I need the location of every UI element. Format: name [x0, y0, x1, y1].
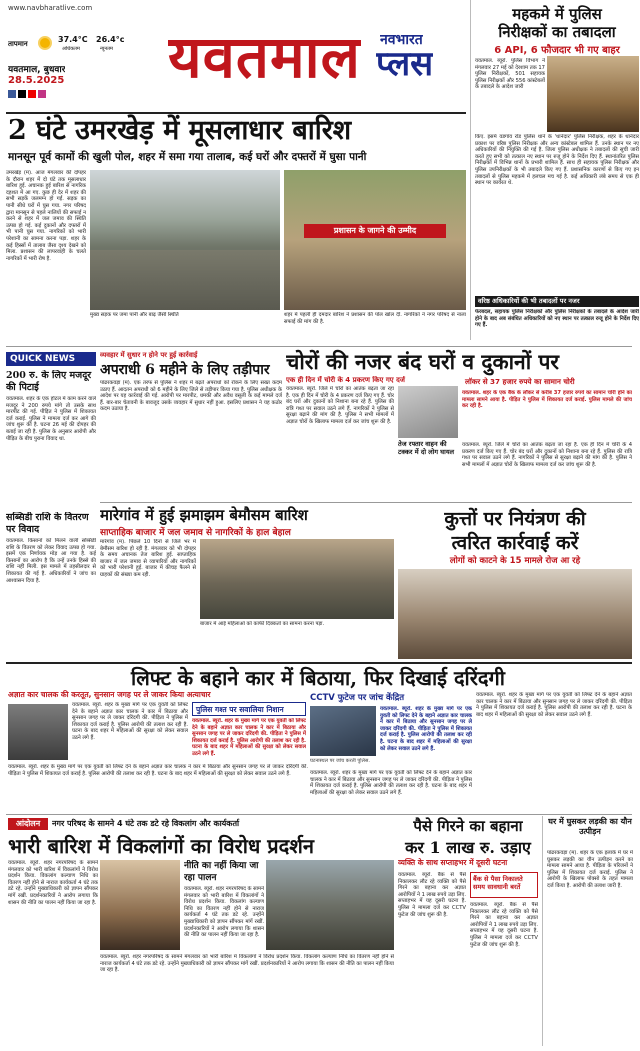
fraud-box: बैंक से पैसा निकालते समय सावधानी बरतें — [470, 872, 538, 898]
harass-body: पांढरकवड़ा (म). शहर के एक इलाके में घर में घुसकर लड़की का यौन उत्पीड़न करने का मामला सामने आया है. पीड़िता के परिजनों ने पुलिस में शिकायत दर्ज कराई. पुलिस ने आरोपी के खिलाफ पोक्सो के तहत मामला दर्ज किया है. आरोपी की तलाश जारी है. — [547, 850, 633, 889]
masthead-title: यवतमाल — [168, 23, 361, 91]
fraud-headline-1: पैसे गिरने का बहाना — [413, 817, 523, 835]
temp-label: तापमान — [8, 40, 28, 48]
protest-kicker: नगर परिषद के सामने 4 घंटे तक डटे रहे विकलांग और कार्यकर्ता — [52, 819, 240, 828]
crime-body: पांढरकवड़ा (म). एक तरफ से पुलिस ने शहर में बढ़ते अपराधों को रोकने के लिए सख्त कदम उठाए हैं. आदतन अपराधी को 6 महीने के लिए जिले से तड़ीपार किया गया है. पुलिस अधीक्षक के आदेश पर यह कार्रवाई की गई. आरोपी पर मारपीट, धमकी और अवैध वसूली के कई मामले दर्ज हैं. बार-बार चेतावनी के बावजूद उसके व्यवहार में सुधार नहीं हुआ. इसलिए प्रशासन ने यह कठोर कदम उठाया है. — [100, 380, 282, 413]
dogs-headline-2: त्वरित कार्रवाई करें — [451, 532, 579, 554]
top-right-body1: यवतमाल. ब्यूरो. पुलिस विभाग ने मंगलवार 27 मई को देरशाम तक 17 पुलिस निरीक्षकों, 501 सहायक पुलिस निरीक्षकों और 556 कांस्टेबलों के तबादले के आदेश जारी — [475, 58, 545, 91]
protest-quote: नीति का नहीं किया जा रहा पालन — [184, 861, 259, 883]
theft-box-body: यवतमाल. शहर के एक बैंक के लॉकर से करीब 37 हजार रुपये का सामान चोरी होने का मामला सामने आया है. पीड़ित ने पुलिस में शिकायत दर्ज कराई. पुलिस मामले की जांच कर रही है. — [462, 390, 632, 410]
police-officer-photo — [547, 56, 639, 132]
theft-photo — [398, 386, 458, 438]
temp-min: 26.4°c — [96, 35, 125, 44]
rain2-subhead: साप्ताहिक बाजार में जल जमाव से नागरिकों के हाल बेहाल — [100, 528, 291, 538]
instagram-icon[interactable] — [38, 90, 46, 98]
section-rule-2 — [100, 502, 632, 503]
brand-top: नवभारत — [380, 32, 423, 48]
sun-icon — [38, 36, 52, 50]
theft-sub2: तेज रफ्तार वाहन की टक्कर में दो लोग घायल — [398, 440, 454, 456]
quick-news — [6, 352, 96, 662]
dogs-headline-1: कुत्तों पर नियंत्रण की — [444, 508, 586, 530]
temp-max: 37.4°C — [58, 35, 88, 44]
lead-photo-caption-right: शहर में पहली ही दमदार बारिश ने प्रशासन की पोल खोल दी. नागरिकों ने नगर परिषद से नाला सफाई की मांग की है. — [284, 312, 466, 325]
rain2-body: मारेगांव (म). पिछले 10 दिनों से जिले भर में बेमौसम बारिश हो रही है. मंगलवार को भी दोपहर के समय अचानक तेज बारिश हुई. साप्ताहिक बाजार में जल जमाव से व्यापारियों और नागरिकों को भारी परेशानी हुई. बाजार में कीचड़ फैलने से ग्राहकों की संख्या कम रही. — [100, 539, 196, 578]
weather-box — [8, 34, 168, 56]
theft-box-headline: लॉकर से 37 हजार रुपये का सामान चोरी — [462, 376, 632, 388]
lift-body-col2: यवतमाल. ब्यूरो. शहर के मुख्य मार्ग पर एक युवती को लिफ्ट देने के बहाने अज्ञात कार चालक ने कार में बिठाया और सुनसान जगह पर ले जाकर दरिंदगी की. पीड़िता ने पुलिस में शिकायत दर्ज कराई है. पुलिस आरोपी की तलाश कर रही है. घटना के बाद शहर में महिलाओं की सुरक्षा को लेकर सवाल उठने लगे हैं. — [476, 692, 632, 718]
lift-box-body: यवतमाल. ब्यूरो. शहर के मुख्य मार्ग पर एक युवती को लिफ्ट देने के बहाने अज्ञात कार चालक ने कार में बिठाया और सुनसान जगह पर ले जाकर दरिंदगी की. पीड़िता ने पुलिस में शिकायत दर्ज कराई है. पुलिस आरोपी की तलाश कर रही है. घटना के बाद शहर में महिलाओं की सुरक्षा को लेकर सवाल उठने लगे हैं. — [192, 718, 306, 757]
social-icons — [8, 90, 68, 100]
crime-headline: अपराधी 6 महीने के लिए तड़ीपार — [100, 362, 270, 378]
crime-story — [100, 350, 282, 500]
lift-body-col3: यवतमाल. ब्यूरो. शहर के मुख्य मार्ग पर एक युवती को लिफ्ट देने के बहाने अज्ञात कार चालक ने कार में बिठाया और सुनसान जगह पर ले जाकर दरिंदगी की. पीड़िता ने पुलिस में शिकायत दर्ज कराई है. पुलिस आरोपी की तलाश कर रही है. घटना के बाद शहर में महिलाओं की सुरक्षा को लेकर सवाल उठने लगे हैं. — [8, 764, 308, 777]
lift-body-col4: यवतमाल. ब्यूरो. शहर के मुख्य मार्ग पर एक युवती को लिफ्ट देने के बहाने अज्ञात कार चालक ने कार में बिठाया और सुनसान जगह पर ले जाकर दरिंदगी की. पीड़िता ने पुलिस में शिकायत दर्ज कराई है. पुलिस आरोपी की तलाश कर रही है. घटना के बाद शहर में महिलाओं की सुरक्षा को लेकर सवाल उठने लगे हैं. — [310, 770, 472, 796]
cctv-body: यवतमाल. ब्यूरो. शहर के मुख्य मार्ग पर एक युवती को लिफ्ट देने के बहाने अज्ञात कार चालक ने कार में बिठाया और सुनसान जगह पर ले जाकर दरिंदगी की. पीड़िता ने पुलिस में शिकायत दर्ज कराई है. पुलिस आरोपी की तलाश कर रही है. घटना के बाद शहर में महिलाओं की सुरक्षा को लेकर सवाल उठने लगे हैं. — [380, 706, 472, 752]
protest-tag: आंदोलन — [8, 818, 48, 830]
fraud-sub: व्यक्ति के साथ सप्ताहभर में दूसरी घटना — [398, 858, 508, 867]
site-url[interactable]: www.navbharatlive.com — [8, 4, 93, 12]
theft-body-cont: यवतमाल. ब्यूरो. जिले में चोरों का आतंक बढ़ता जा रहा है. एक ही दिन में चोरी के 4 प्रकरण दर्ज किए गए हैं. चोर बंद घरों और दुकानों को निशाना बना रहे हैं. पुलिस की रात्रि गश्त पर सवाल उठने लगे हैं. नागरिकों ने पुलिस से सुरक्षा बढ़ाने की मांग की है. पुलिस ने सभी मामलों में अज्ञात चोरों के खिलाफ मामला दर्ज कर जांच शुरू की है. — [462, 442, 632, 468]
youtube-icon[interactable] — [28, 90, 36, 98]
flood-water — [90, 250, 280, 310]
lead-photo-caption: मुख्य सड़क पर जमा पानी और बाढ़ जैसी स्थिति — [90, 312, 179, 318]
top-right-sub: 6 API, 6 फौजदार भी गए बाहर — [494, 45, 620, 56]
lift-caption: घटनास्थल पर जांच करती पुलिस. — [310, 758, 370, 764]
registration-marks — [8, 1043, 88, 1051]
section-rule-1 — [6, 346, 632, 347]
date: 28.5.2025 — [8, 75, 65, 86]
protest-body: यवतमाल. ब्यूरो. शहर नगरपरिषद के सामने मंगलवार को भारी बारिश में विकलांगों ने विरोध प्रदर्शन किया. विकलांग कल्याण निधि का वितरण नहीं होने से नाराज कार्यकर्ता 4 घंटे तक डटे रहे. उन्होंने मुख्याधिकारी को ज्ञापन सौंपकर मांगें रखीं. प्रदर्शनकारियों ने आरोप लगाया कि शासन की नीति का पालन नहीं किया जा रहा है. — [8, 860, 98, 906]
rain2-headline: मारेगांव में हुई झमाझम बेमौसम बारिश — [100, 506, 308, 524]
fraud-headline-2: कर 1 लाख रु. उड़ाए — [405, 838, 531, 857]
top-right-caption-body: फेरबदल, सहायक पुलिस निरीक्षकों और पुलिस निरीक्षकों के तबादले के आदेश जारी होने के बाद अब संबंधित अधिकारियों को नए स्थान पर तत्काल रुजू होने के निर्देश दिए गए हैं. — [475, 309, 639, 329]
flooded-street-photo — [90, 170, 280, 310]
lift-kicker: अज्ञात कार चालक की करतूत, सुनसान जगह पर ले जाकर किया अत्याचार — [8, 690, 211, 699]
temp-max-label: अधिकतम — [62, 46, 80, 52]
theft-headline: चोरों की नजर बंद घरों व दुकानों पर — [286, 349, 559, 374]
top-right-caption: वरिष्ठ अधिकारियों की भी तबादलों पर नजर — [475, 296, 639, 307]
dogs-sub: लोगों को काटने के 15 मामले रोज आ रहे — [449, 556, 581, 566]
crowd-photo — [284, 170, 466, 310]
fraud-box-body: यवतमाल. ब्यूरो. बैंक से पैसे निकालकर लौट रहे व्यक्ति को पैसे गिरने का बहाना कर अज्ञात आरोपियों ने 1 लाख रुपये उड़ा लिए. सप्ताहभर में यह दूसरी घटना है. पुलिस ने मामला दर्ज कर CCTV फुटेज की जांच शुरू की है. — [470, 902, 538, 948]
lead-headline: 2 घंटे उमरखेड़ में मूसलाधार बारिश — [8, 115, 352, 146]
theft-body: यवतमाल. ब्यूरो. जिले में चोरों का आतंक बढ़ता जा रहा है. एक ही दिन में चोरी के 4 प्रकरण दर्ज किए गए हैं. चोर बंद घरों और दुकानों को निशाना बना रहे हैं. पुलिस की रात्रि गश्त पर सवाल उठने लगे हैं. नागरिकों ने पुलिस से सुरक्षा बढ़ाने की मांग की है. पुलिस ने सभी मामलों में अज्ञात चोरों के खिलाफ मामला दर्ज कर जांच शुरू की है. — [286, 386, 394, 425]
top-right-title2: निरीक्षकों का तबादला — [498, 23, 616, 41]
quick-news-body-1: यवतमाल. शहर के एक होटल में काम करने वाले मजदूर ने 200 रुपये मांगे तो उसके साथ मारपीट की गई. पीड़ित ने पुलिस में शिकायत दर्ज कराई. पुलिस ने मामला दर्ज कर आगे की जांच शुरू की है. घटना 26 मई की दोपहर की बताई जा रही है. पुलिस के अनुसार आरोपी और पीड़ित के बीच पुराना विवाद था. — [6, 396, 96, 442]
city-day: यवतमाल, बुधवार — [8, 65, 66, 75]
fraud-body: यवतमाल. ब्यूरो. बैंक से पैसे निकालकर लौट रहे व्यक्ति को पैसे गिरने का बहाना कर अज्ञात आरोपियों ने 1 लाख रुपये उड़ा लिए. सप्ताहभर में यह दूसरी घटना है. पुलिस ने मामला दर्ज कर CCTV फुटेज की जांच शुरू की है. — [398, 872, 466, 918]
protest-crowd-photo — [266, 860, 394, 950]
rain2-story — [100, 505, 394, 657]
harass-story — [542, 816, 634, 1046]
lift-headline: लिफ्ट के बहाने कार में बिठाया, फिर दिखाई दरिंदगी — [131, 666, 505, 690]
lift-box: पुलिस गश्त पर सवालिया निशान — [192, 702, 306, 716]
protest-body-col2: यवतमाल. ब्यूरो. शहर नगरपरिषद के सामने मंगलवार को भारी बारिश में विकलांगों ने विरोध प्रदर्शन किया. विकलांग कल्याण निधि का वितरण नहीं होने से नाराज कार्यकर्ता 4 घंटे तक डटे रहे. उन्होंने मुख्याधिकारी को ज्ञापन सौंपकर मांगें रखीं. प्रदर्शनकारियों ने आरोप लगाया कि शासन की नीति का पालन नहीं किया जा रहा है. — [100, 954, 394, 974]
quick-news-title-2: सब्सिडी राशि के वितरण पर विवाद — [6, 512, 89, 535]
harass-headline: घर में घुसकर लड़की का यौन उत्पीड़न — [548, 816, 632, 836]
quick-news-label: QUICK NEWS — [6, 352, 96, 366]
facebook-icon[interactable] — [8, 90, 16, 98]
lead-body: उमरखेड़ (म). आज मंगलवार की दोपहर के दौरान शहर में दो घंटे तक मूसलाधार बारिश हुई. अचानक हुई बारिश से नागरिक दहशत में आ गए. कुछ ही देर में शहर की सभी सड़कें जलमग्न हो गईं. सड़क का पानी सीधे घरों में घुस गया. नगर परिषद द्वारा मानसून से पहले नालियों की सफाई न करने से शहर में जल जमाव की स्थिति उत्पन्न हो गई. कई दुकानों और दफ्तरों में भी पानी घुस गया. नागरिकों को भारी परेशानी का सामना करना पड़ा. शहर के कई हिस्सों में तालाब जैसा दृश्य देखने को मिला. प्रशासन की लापरवाही के चलते नागरिकों में भारी रोष है. — [6, 170, 86, 262]
rain2-caption: बाजार में आई महिलाओं को काफी दिक्कतों का सामना करना पड़ा. — [200, 621, 325, 627]
crime-kicker: व्यवहार में सुधार न होने पर हुई कार्रवाई — [100, 351, 198, 359]
top-right-story — [470, 0, 640, 340]
cctv-photo — [310, 706, 376, 756]
section-rule-4 — [6, 814, 632, 815]
quick-news-body-2: यवतमाल. किसानों को मिलने वाली सब्सिडी राशि के वितरण को लेकर विवाद उत्पन्न हो गया. इसमें एक निर्णायक मोड़ आ गया है. कई किसानों का आरोप है कि उन्हें उनके हिस्से की राशि नहीं मिली. इस मामले में तहसीलदार से शिकायत की गई है. अधिकारियों ने जांच का आश्वासन दिया है. — [6, 538, 96, 584]
brand-bottom: प्लस — [376, 44, 434, 84]
lift-body: यवतमाल. ब्यूरो. शहर के मुख्य मार्ग पर एक युवती को लिफ्ट देने के बहाने अज्ञात कार चालक ने कार में बिठाया और सुनसान जगह पर ले जाकर दरिंदगी की. पीड़िता ने पुलिस में शिकायत दर्ज कराई है. पुलिस आरोपी की तलाश कर रही है. घटना के बाद शहर में महिलाओं की सुरक्षा को लेकर सवाल उठने लगे हैं. — [72, 702, 188, 741]
dogs-protest-photo — [398, 569, 632, 659]
quick-news-title-1: 200 रु. के लिए मजदूर की पिटाई — [6, 370, 92, 393]
temp-min-label: न्यूनतम — [100, 46, 113, 52]
dogs-story — [398, 505, 632, 659]
theft-kicker: एक ही दिन में चोरी के 4 प्रकरण किए गए दर्ज — [286, 376, 405, 384]
victim-illustration — [8, 704, 68, 760]
top-right-title1: महकमे में पुलिस — [512, 5, 602, 23]
admin-label: प्रशासन के जागने की उम्मीद — [304, 224, 446, 238]
twitter-icon[interactable] — [18, 90, 26, 98]
protester-photo — [100, 860, 180, 950]
cctv-label: CCTV फुटेज पर जांच केंद्रित — [310, 693, 405, 703]
market-photo — [200, 539, 394, 619]
protest-body-col3: यवतमाल. ब्यूरो. शहर नगरपरिषद के सामने मंगलवार को भारी बारिश में विकलांगों ने विरोध प्रदर्शन किया. विकलांग कल्याण निधि का वितरण नहीं होने से नाराज कार्यकर्ता 4 घंटे तक डटे रहे. उन्होंने मुख्याधिकारी को ज्ञापन सौंपकर मांगें रखीं. प्रदर्शनकारियों ने आरोप लगाया कि शासन की नीति का पालन नहीं किया जा रहा है. — [184, 886, 264, 939]
top-right-body2: किए. इसमें वडगांव रोड पुलिस थाने के 'थानेदार' पुलिस निरीक्षक, शहर के थानेदार प्रकाश पर वरिष्ठ पुलिस निरीक्षक और अन्य कांस्टेबल शामिल हैं. उनके स्थान पर नए अधिकारियों की नियुक्ति की गई है. जिला पुलिस अधीक्षक ने तबादलों की सूची जारी करते हुए सभी को तत्काल नए स्थान पर रुजू होने के निर्देश दिए हैं. स्थानांतरित पुलिस निरीक्षकों में विभिन्न थानों के प्रभारी शामिल हैं. साथ ही सहायक पुलिस निरीक्षक और पुलिस उपनिरीक्षकों के भी तबादले किए गए हैं. प्रशासनिक कारणों से किए गए इन तबादलों से पुलिस महकमे में हलचल मच गई है. कई अधिकारी लंबे समय से एक ही स्थान पर कार्यरत थे. — [475, 134, 639, 187]
lead-subhead: मानसून पूर्व कामों की खुली पोल, शहर में समा गया तालाब, कई घरों और दफ्तरों में घुसा पानी — [8, 151, 367, 163]
protest-headline: भारी बारिश में विकलांगों का विरोध प्रदर्शन — [8, 834, 314, 858]
